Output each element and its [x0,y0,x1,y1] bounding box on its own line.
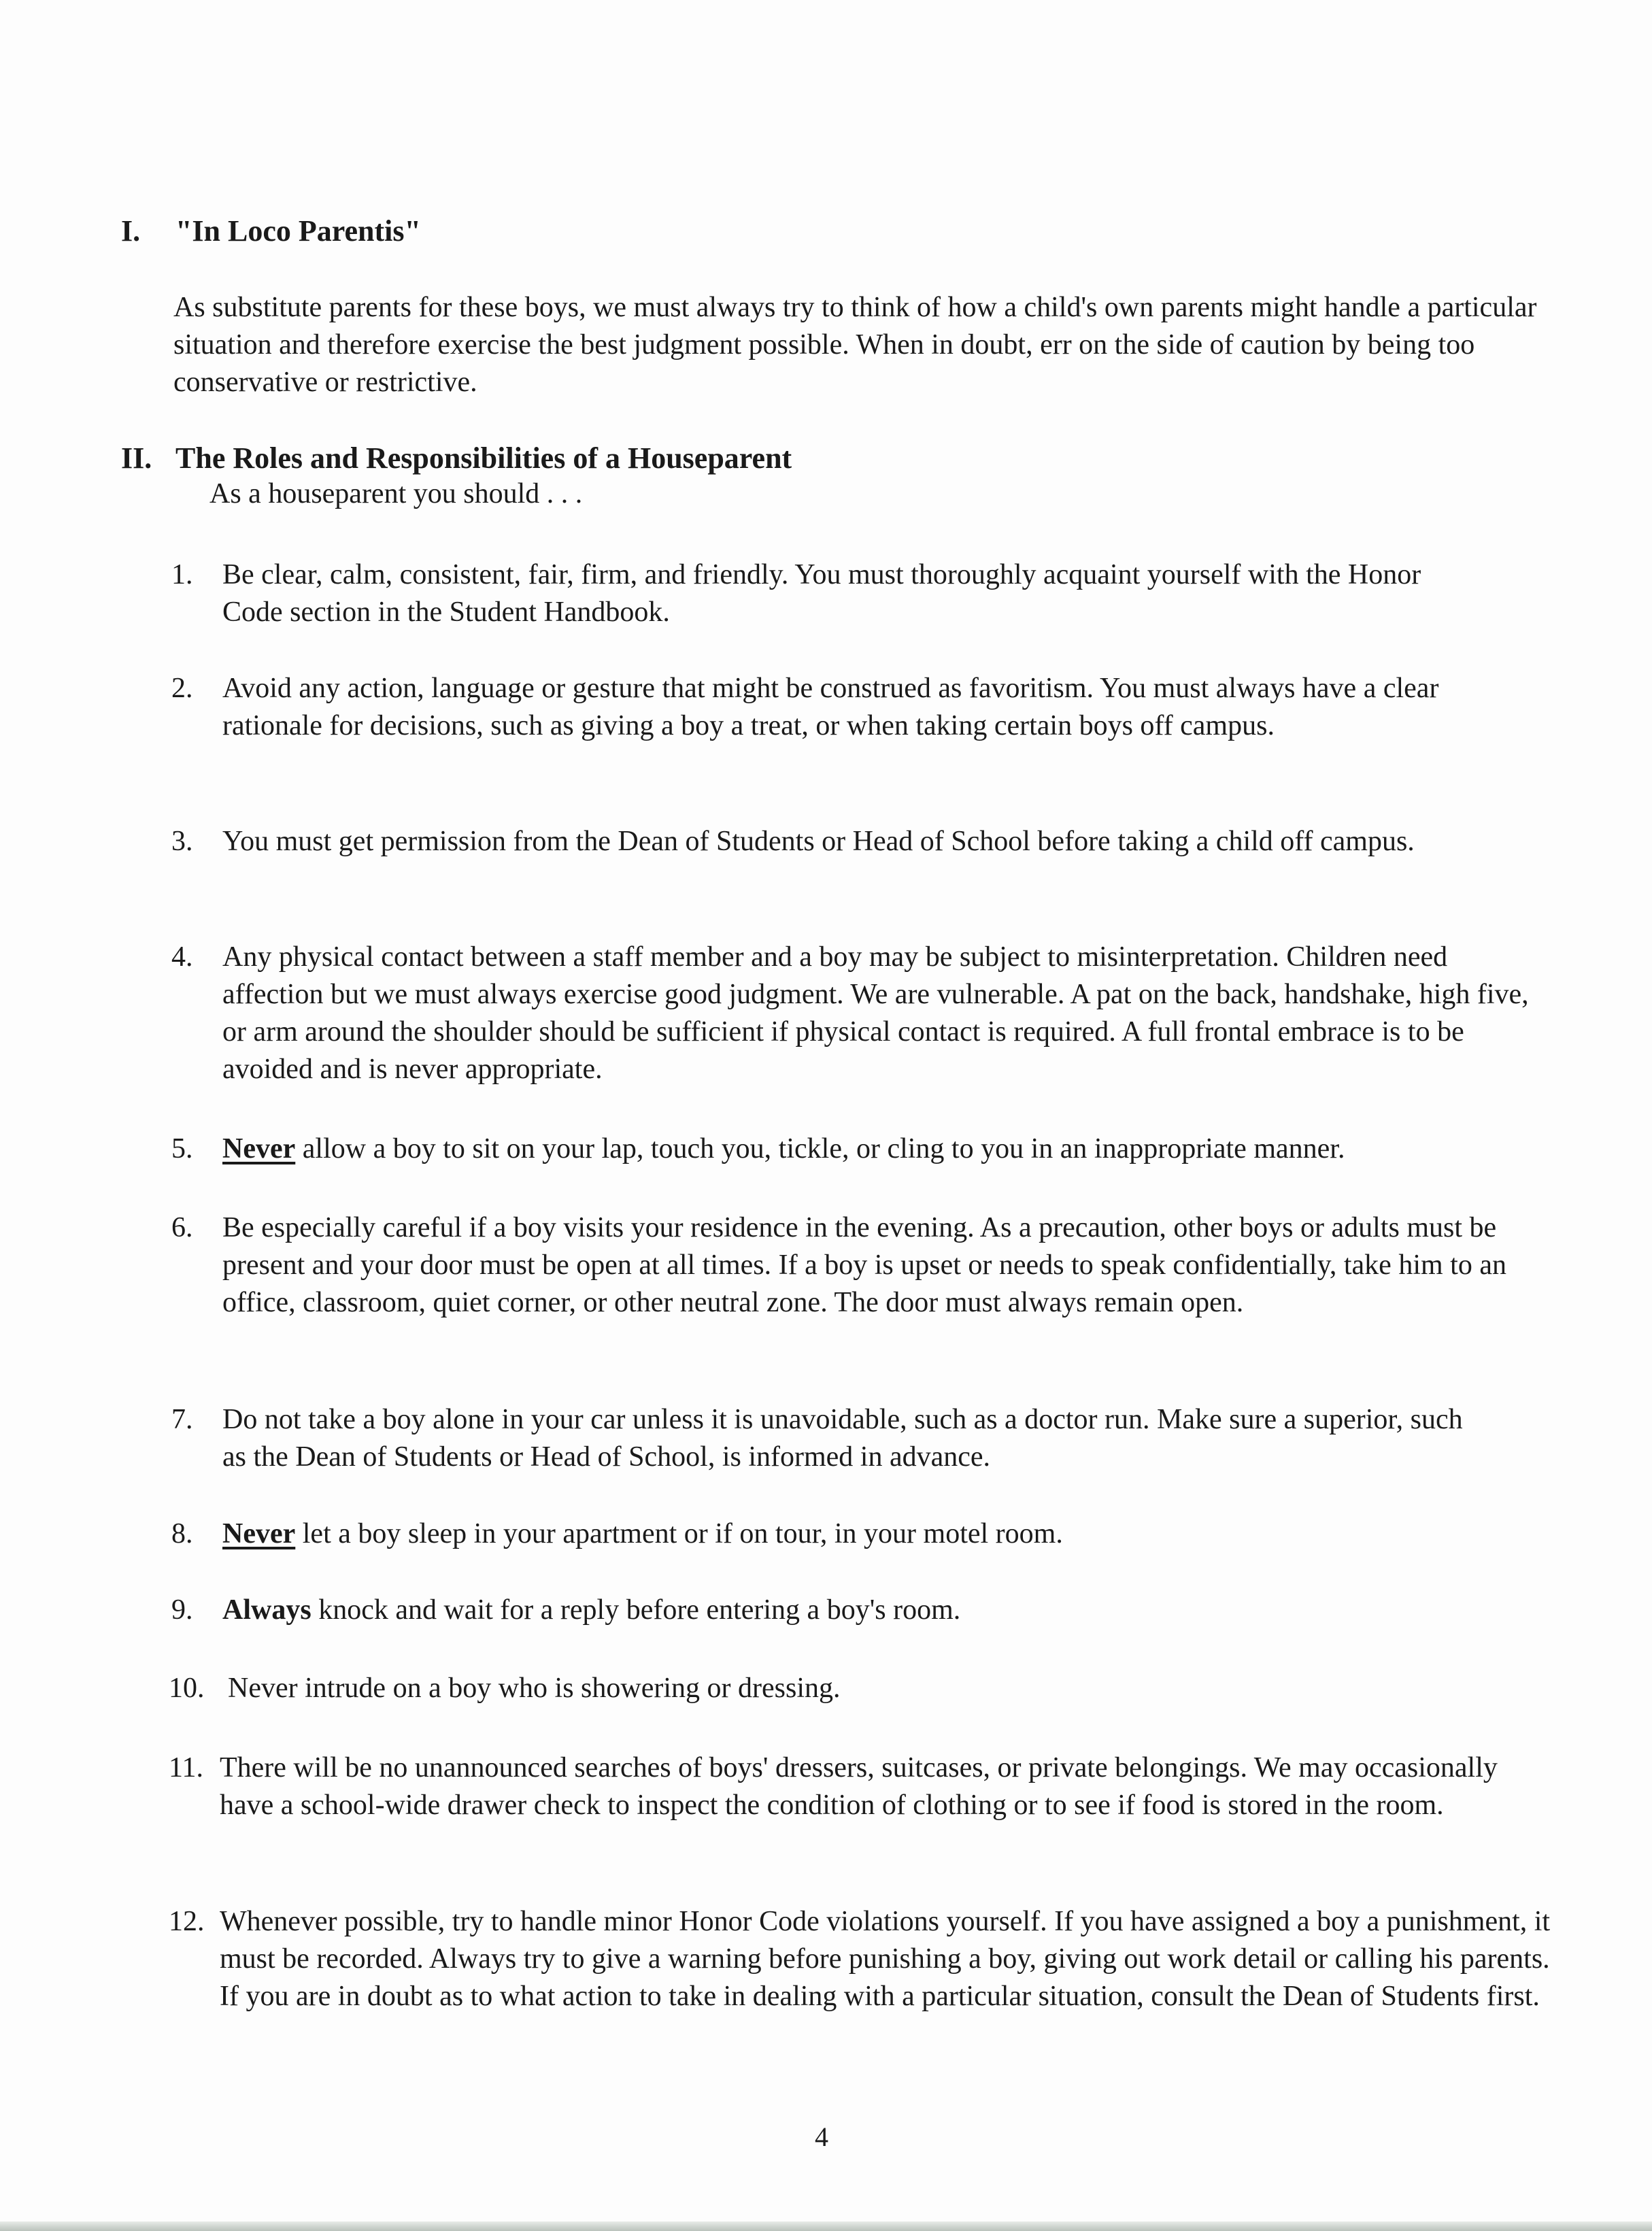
section-1-title: "In Loco Parentis" [175,214,421,248]
section-1-heading [121,216,421,246]
list-item-number: 7. [171,1404,193,1435]
section-2-title: The Roles and Responsibilities of a Houseparent [175,441,792,475]
section-1-number: I. [121,214,141,248]
list-item-text: You must get permission from the Dean of Students or Head of School before taking a child off campus. [222,826,1415,857]
list-item-rest: allow a boy to sit on your lap, touch you, tickle, or cling to you in an inappropriate manner. [295,1133,1345,1164]
never-emphasis: Never [222,1133,296,1164]
section-1-paragraph: As substitute parents for these boys, we must always try to think of how a child's own parents might handle a particular situation and therefore exercise the best judgment possible. When in doubt, err on the side of caution by being too conservative or restrictive. [173,292,1537,398]
list-item-number: 4. [171,941,193,973]
list-item-text: Do not take a boy alone in your car unless it is unavoidable, such as a doctor run. Make sure a superior, such as the Dean of Students or Head of School, is informed in advance. [222,1404,1463,1473]
list-item-number: 12. [169,1906,205,1937]
list-item-text: Be especially careful if a boy visits your residence in the evening. As a precaution, other boys or adults must be present and your door must be open at all times. If a boy is upset or needs to speak confidentially, take him to an office, classroom, quiet corner, or other neutral zone. The door must always remain open. [222,1212,1506,1318]
list-item-text: Be clear, calm, consistent, fair, firm, and friendly. You must thoroughly acquaint yourself with the Honor Code section in the Student Handbook. [222,559,1421,628]
list-item-text [222,1592,1532,1629]
list-item-rest: let a boy sleep in your apartment or if on tour, in your motel room. [295,1518,1063,1549]
section-2-heading [121,443,792,473]
list-item-text: Any physical contact between a staff member and a boy may be subject to misinterpretation. Children need affection but we must always exercise good judgment. We are vulnerable. A pat on the back, handshake, high five, or arm around the shoulder should be sufficient if physical contact is required. A full frontal embrace is to be avoided and is never appropriate. [222,941,1529,1085]
list-item-number: 5. [171,1133,193,1164]
list-item-number: 1. [171,559,193,590]
list-item-number: 3. [171,826,193,857]
page-number: 4 [815,2121,828,2152]
never-emphasis: Never [222,1518,296,1549]
list-item-text [222,1130,1559,1168]
list-item-text: There will be no unannounced searches of boys' dressers, suitcases, or private belongings. We may occasionally have a school-wide drawer check to inspect the condition of clothing or to see if food is stored in the room. [220,1752,1498,1821]
section-2-number: II. [121,441,152,475]
list-item-number: 6. [171,1212,193,1243]
always-emphasis: Always [222,1594,311,1626]
list-item-text: Never intrude on a boy who is showering or dressing. [228,1673,841,1704]
list-item-rest: knock and wait for a reply before entering a boy's room. [311,1594,961,1626]
list-item-number: 9. [171,1594,193,1626]
list-item-text [222,1515,1532,1553]
list-item-number: 10. [169,1673,205,1704]
list-item-number: 2. [171,673,193,704]
list-item-text: Avoid any action, language or gesture that might be construed as favoritism. You must always have a clear rationale for decisions, such as giving a boy a treat, or when taking certain boys off campus. [222,673,1439,741]
scan-edge [0,2221,1652,2231]
list-item-number: 8. [171,1518,193,1549]
list-item-number: 11. [169,1752,203,1783]
section-2-intro: As a houseparent you should . . . [209,478,583,509]
list-item-text: Whenever possible, try to handle minor Honor Code violations yourself. If you have assigned a boy a punishment, it must be recorded. Always try to give a warning before punishing a boy, giving out work detail or calling his parents. If you are in doubt as to what action to take in dealing with a particular situation, consult the Dean of Students first. [220,1906,1551,2012]
